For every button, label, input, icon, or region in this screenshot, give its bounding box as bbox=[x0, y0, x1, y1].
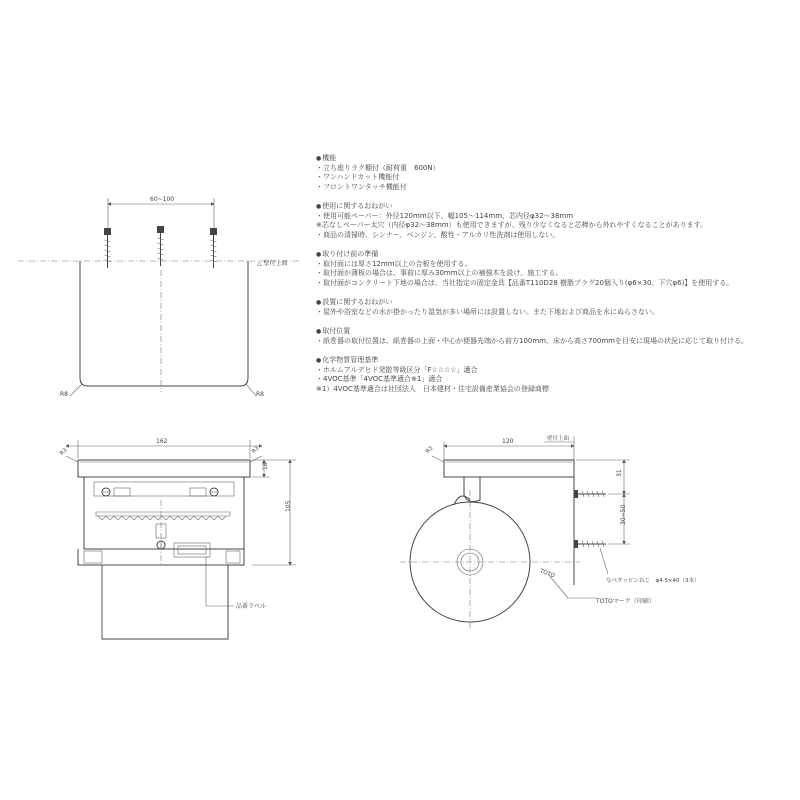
note-line: ・フロントワンタッチ機能付 bbox=[316, 182, 407, 191]
label-wall-side: 壁付上面 bbox=[547, 436, 570, 442]
label-mark: TOTOマーク（印刷） bbox=[596, 598, 655, 605]
brand-mark: TOTO bbox=[538, 568, 556, 580]
top-view bbox=[18, 196, 300, 398]
note-line: ※芯なしペーパー太穴（内径φ32～38mm）も使用できますが、残り少なくなると芯棒から外れやすくなることがあります。 bbox=[316, 221, 708, 229]
screw-icon bbox=[210, 228, 217, 268]
note-line: ・立ち座りラク棚付（耐荷重 600N） bbox=[316, 163, 440, 172]
note-section bbox=[316, 202, 796, 240]
radius-right-top: R8 bbox=[256, 391, 264, 398]
spec-notes bbox=[316, 154, 796, 404]
note-section bbox=[316, 250, 796, 288]
radius-left-side: R3 bbox=[425, 445, 435, 455]
note-section-title: ● 機能 bbox=[316, 154, 796, 164]
label-product: 品番ラベル bbox=[236, 603, 267, 610]
note-section bbox=[316, 298, 796, 317]
dim-depth: 120 bbox=[502, 438, 514, 445]
note-section bbox=[316, 327, 796, 346]
note-line: ・紙巻器の取付位置は、紙巻器の上面・中心が便器先端から前方100mm、床から高さ700mmを目安に現場の状況に応じて取り付ける。 bbox=[316, 336, 748, 345]
note-line: ・商品の清掃時、シンナー、ベンジン、酸性・アルカリ性洗剤は使用しない。 bbox=[316, 230, 560, 239]
note-section-title: ● 化学物質管理基準 bbox=[316, 356, 796, 366]
dim-shelf: 18 bbox=[262, 462, 269, 470]
dim-screw-pitch: 60~100 bbox=[150, 196, 175, 203]
radius-right-front: R3 bbox=[251, 445, 261, 455]
dim-width: 162 bbox=[156, 438, 168, 445]
note-section-title: ● 設置に関するおねがい bbox=[316, 298, 796, 308]
note-line: ・使用可能ペーパー：外径120mm以下、幅105～114mm、芯内径φ32～38mm bbox=[316, 211, 574, 220]
radius-left-top: R8 bbox=[60, 391, 68, 398]
note-line: ※1）4VOC基準適合は社団法人 日本建材・住宅設備産業協会の登録商標 bbox=[316, 384, 549, 393]
note-line: ・ホルムアルデヒド発散等級区分「F☆☆☆☆」適合 bbox=[316, 365, 478, 374]
note-line: ・取付面が薄板の場合は、事前に厚み30mm以上の補強木を設け、施工する。 bbox=[316, 269, 563, 277]
note-section-title: ● 取り付け前の準備 bbox=[316, 250, 796, 260]
note-line: ・取付面がコンクリート下地の場合は、当社指定の固定金具【品番T110D28 樹脂プラグ20個入り(φ6×30、下穴φ6)】を使用する。 bbox=[316, 278, 734, 287]
note-line: ・ワンハンドカット機能付 bbox=[316, 173, 400, 181]
note-line: ・屋外や浴室などの水が掛かったり湿気が多い場所には設置しない。また下地および商品を水にぬらさない。 bbox=[316, 307, 659, 316]
note-line: ・4VOC基準「4VOC基準適合※1」適合 bbox=[316, 375, 443, 383]
note-section-title: ● 使用に関するおねがい bbox=[316, 202, 796, 212]
screw-icon bbox=[104, 228, 111, 268]
screw-icon bbox=[574, 490, 606, 498]
note-section bbox=[316, 154, 796, 192]
note-section-title: ● 取付位置 bbox=[316, 327, 796, 337]
label-screw: なべタッピンねじ φ4.5×40（3本） bbox=[606, 578, 700, 584]
screw-icon bbox=[574, 540, 606, 548]
dim-pitch: 30~50 bbox=[620, 504, 627, 525]
side-view bbox=[400, 434, 699, 630]
note-section bbox=[316, 356, 796, 394]
screw-icon bbox=[157, 226, 164, 266]
radius-left-front: R3 bbox=[59, 447, 69, 457]
dim-top: 31 bbox=[616, 469, 623, 477]
dim-height: 105 bbox=[285, 500, 292, 512]
label-wall-top: △ 壁付上面 bbox=[257, 260, 288, 267]
note-line: ・取付面には厚さ12mm以上の合板を使用する。 bbox=[316, 259, 472, 268]
front-view bbox=[59, 438, 296, 640]
